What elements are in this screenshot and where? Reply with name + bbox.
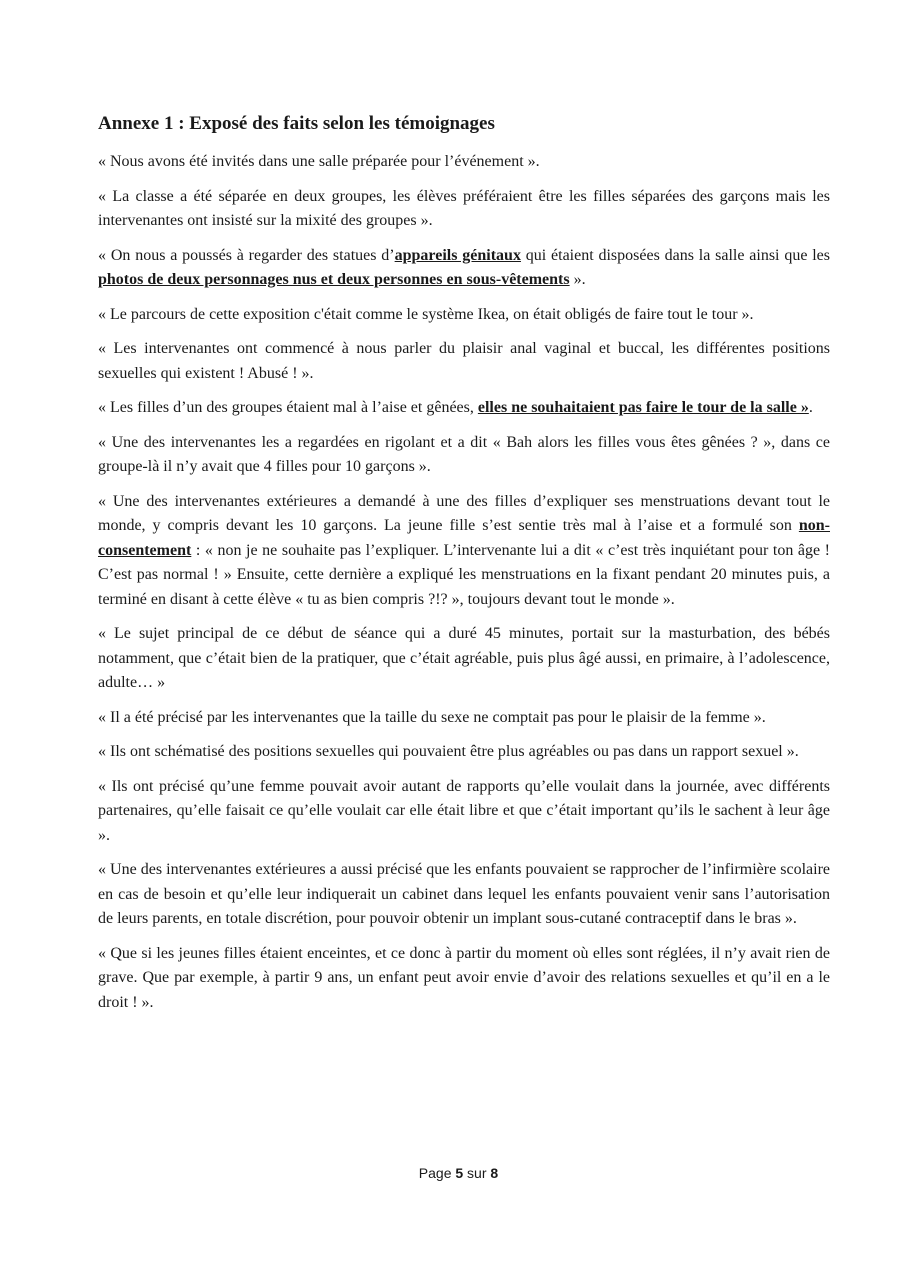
testimony-paragraph — [98, 431, 830, 480]
paragraph-text: . — [808, 399, 813, 416]
paragraph-text: qui étaient disposées dans la salle ainsi que les — [520, 246, 831, 264]
paragraph-text: « La classe a été séparée en deux groupes, les élèves préféraient être les filles séparées des garçons mais les intervenantes ont insisté sur la mixité des groupes ». — [98, 187, 830, 229]
testimony-paragraph — [98, 622, 830, 696]
page-footer — [0, 1165, 917, 1181]
testimony-paragraph — [98, 706, 830, 731]
highlighted-phrase: non-consentement — [98, 517, 830, 559]
testimony-paragraph — [98, 337, 830, 386]
testimony-paragraph — [98, 150, 830, 175]
paragraph-text: ». — [569, 271, 586, 288]
testimony-paragraph — [98, 185, 830, 234]
paragraph-text: « Les filles d’un des groupes étaient mal à l’aise et gênées, — [98, 399, 478, 416]
document-page — [98, 112, 830, 1025]
paragraph-text: « Le sujet principal de ce début de séance qui a duré 45 minutes, portait sur la masturbation, des bébés notamment, que c’était bien de la pratiquer, que c’était agréable, puis plus âgé aussi, en primaire, à l’adolescence, adulte… » — [98, 625, 830, 691]
paragraph-text: « Ils ont schématisé des positions sexuelles qui pouvaient être plus agréables ou pas dans un rapport sexuel ». — [98, 743, 799, 760]
highlighted-phrase: appareils génitaux — [394, 246, 521, 264]
paragraph-text: « Les intervenantes ont commencé à nous parler du plaisir anal vaginal et buccal, les différentes positions sexuelles qui existent ! Abusé ! ». — [98, 340, 830, 382]
testimony-paragraph — [98, 490, 830, 613]
testimony-paragraph — [98, 942, 830, 1016]
paragraph-text: « Une des intervenantes extérieures a demandé à une des filles d’expliquer ses menstruations devant tout le monde, y compris devant les 10 garçons. La jeune fille s’est sentie très mal à l’aise et a formulé son — [98, 492, 830, 534]
page-separator: sur — [463, 1165, 491, 1181]
testimony-paragraph — [98, 303, 830, 328]
page-current: 5 — [455, 1165, 464, 1181]
paragraph-text: : « non je ne souhaite pas l’expliquer. L’intervenante lui a dit « c’est très inquiétant pour ton âge ! C’est pas normal ! » Ensuite, cette dernière a expliqué les menstruations en la fixant pendant 20 minutes puis, a terminé en disant à cette élève « tu as bien compris ?!? », toujours devant tout le monde ». — [98, 541, 830, 608]
document-title: Annexe 1 : Exposé des faits selon les témoignages — [98, 113, 495, 134]
testimony-paragraph — [98, 775, 830, 849]
paragraph-text: « Une des intervenantes extérieures a aussi précisé que les enfants pouvaient se rapprocher de l’infirmière scolaire en cas de besoin et qu’elle leur indiquerait un cabinet dans lequel les enfants pouvaient venir sans l’autorisation de leurs parents, en totale discrétion, pour pouvoir obtenir un implant sous-cutané contraceptif dans le bras ». — [98, 861, 830, 927]
paragraph-text: « Ils ont précisé qu’une femme pouvait avoir autant de rapports qu’elle voulait dans la journée, avec différents partenaires, qu’elle faisait ce qu’elle voulait car elle était libre et que c’était important qu’ils le sachent à leur âge ». — [98, 777, 830, 844]
paragraph-text: « On nous a poussés à regarder des statues d’ — [98, 246, 395, 264]
testimony-paragraph — [98, 858, 830, 932]
page-label: Page — [418, 1165, 456, 1181]
paragraph-text: « Nous avons été invités dans une salle préparée pour l’événement ». — [98, 153, 540, 170]
paragraph-text: « Une des intervenantes les a regardées en rigolant et a dit « Bah alors les filles vous êtes gênées ? », dans ce groupe-là il n’y avait que 4 filles pour 10 garçons ». — [98, 433, 830, 475]
highlighted-phrase: photos de deux personnages nus et deux personnes en sous-vêtements — [98, 271, 570, 288]
testimony-paragraph — [98, 244, 830, 293]
paragraph-text: « Il a été précisé par les intervenantes que la taille du sexe ne comptait pas pour le plaisir de la femme ». — [98, 708, 766, 726]
testimony-list — [98, 150, 830, 1015]
paragraph-text: « Que si les jeunes filles étaient enceintes, et ce donc à partir du moment où elles sont réglées, il n’y avait rien de grave. Que par exemple, à partir 9 ans, un enfant peut avoir envie d’avoir des relations sexuelles et qu’il en a le droit ! ». — [98, 944, 830, 1011]
paragraph-text: « Le parcours de cette exposition c'était comme le système Ikea, on était obligés de faire tout le tour ». — [98, 305, 754, 323]
testimony-paragraph — [98, 396, 830, 421]
highlighted-phrase: elles ne souhaitaient pas faire le tour de la salle » — [477, 399, 809, 416]
page-total: 8 — [490, 1165, 499, 1181]
testimony-paragraph — [98, 740, 830, 765]
